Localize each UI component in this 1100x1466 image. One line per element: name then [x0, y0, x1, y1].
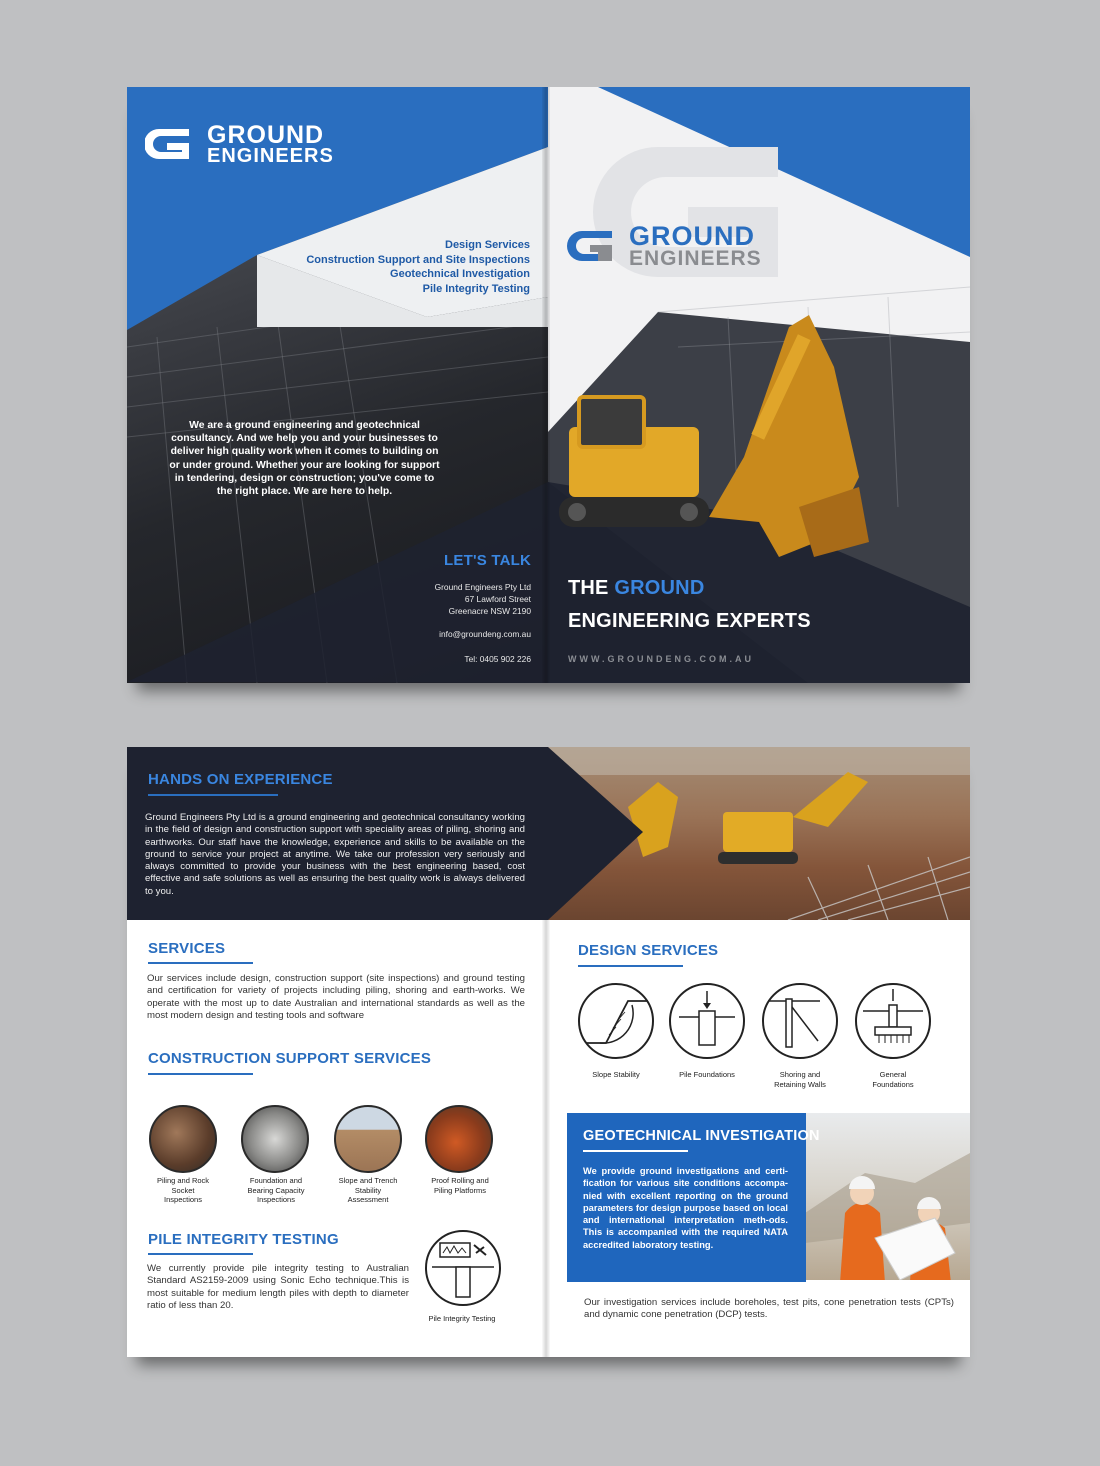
- pile-title-underline: [148, 1253, 253, 1255]
- brochure-cover-spread: [127, 87, 970, 683]
- caption-line: Inspections: [164, 1195, 202, 1204]
- cover-service-item: Geotechnical Investigation: [390, 268, 530, 280]
- caption-line: Foundations: [872, 1079, 914, 1089]
- services-title: SERVICES: [148, 940, 226, 957]
- caption-line: Shoring and: [779, 1070, 821, 1079]
- tagline-ground: GROUND: [614, 577, 705, 599]
- cover-service-item: Pile Integrity Testing: [422, 282, 530, 295]
- hands-on-title-underline: [148, 794, 278, 796]
- design-caption-general: [848, 1070, 938, 1089]
- construction-photo-piling: [149, 1105, 217, 1173]
- caption-line: Inspections: [257, 1195, 295, 1204]
- pile-foundations-icon: [667, 981, 747, 1061]
- design-caption-shoring: [755, 1070, 845, 1089]
- address-line: 67 Lawford Street: [464, 594, 531, 604]
- pile-integrity-icon: [424, 1229, 502, 1307]
- brand-logo-left: [145, 121, 375, 167]
- caption-line: Slope and Trench: [338, 1176, 398, 1185]
- cover-fold-shadow: [542, 87, 550, 683]
- site-photo-details: [548, 747, 970, 920]
- caption-line: Socket: [171, 1185, 195, 1195]
- construction-title: CONSTRUCTION SUPPORT SERVICES: [148, 1050, 432, 1067]
- construction-photo-slope: [334, 1105, 402, 1173]
- pile-title: PILE INTEGRITY TESTING: [148, 1231, 339, 1248]
- inner-fold-shadow: [542, 920, 550, 1357]
- pile-icon-label: Pile Integrity Testing: [428, 1314, 496, 1323]
- caption-line: Bearing Capacity: [247, 1185, 305, 1195]
- design-caption-pile: [662, 1070, 752, 1080]
- brochure-inner-spread: [127, 747, 970, 1357]
- geo-body: We provide ground investigations and certi-fication for various site conditions accompa-nied with excellent reporting on the ground parameters for design purpose based on local and international interpretation meth-ods. This is accompanied with the required NATA accredited laboratory testing.: [583, 1166, 788, 1250]
- brand-name-line1: GROUND: [207, 121, 325, 149]
- address-line: Greenacre NSW 2190: [448, 606, 531, 616]
- caption-line: Foundation and: [249, 1176, 303, 1185]
- design-title-underline: [578, 965, 683, 967]
- caption-line: Piling Platforms: [433, 1185, 487, 1195]
- brand-name-line1: GROUND: [629, 221, 755, 251]
- address-line: Ground Engineers Pty Ltd: [434, 582, 531, 592]
- tagline-the: THE: [568, 577, 609, 599]
- pile-body: We currently provide pile integrity testing to Australian Standard AS2159-2009 using Sonic Echo technique.This is most suitable for medium length piles with depth to diameter ratio of less than 20.: [147, 1263, 409, 1311]
- caption-line: Piling and Rock: [156, 1176, 210, 1185]
- brand-name-line2: ENGINEERS: [207, 145, 334, 167]
- services-title-underline: [148, 962, 253, 964]
- design-title: DESIGN SERVICES: [578, 942, 719, 959]
- construction-photo-rolling: [425, 1105, 493, 1173]
- caption-line: Pile Foundations: [679, 1070, 735, 1079]
- construction-caption-piling: [138, 1176, 228, 1205]
- cover-service-item: Construction Support and Site Inspections: [306, 253, 530, 266]
- contact-email[interactable]: info@groundeng.com.au: [439, 629, 531, 639]
- shoring-walls-icon: [760, 981, 840, 1061]
- cover-tagline: [568, 577, 704, 600]
- cover-services-list: [267, 238, 530, 296]
- geo-title: GEOTECHNICAL INVESTIGATION: [583, 1128, 820, 1144]
- geo-photo-people: [805, 1113, 970, 1280]
- general-foundations-icon: [853, 981, 933, 1061]
- construction-caption-rolling: [415, 1176, 505, 1195]
- construction-caption-foundation: [231, 1176, 321, 1205]
- brand-name-line2: ENGINEERS: [629, 247, 762, 270]
- brand-logo-right: [567, 221, 827, 271]
- slope-stability-icon: [576, 981, 656, 1061]
- cover-service-item: Design Services: [445, 239, 530, 251]
- services-body: Our services include design, construction support (site inspections) and ground testing and certification for variety of projects including piling, shoring and earth-works. We operate with the most up to date Australian and international standards as well as the most modern design and testing tools and software: [147, 973, 525, 1021]
- geo-title-underline: [583, 1150, 688, 1152]
- construction-title-underline: [148, 1073, 253, 1075]
- contact-phone[interactable]: Tel: 0405 902 226: [464, 654, 531, 664]
- caption-line: Slope Stability: [592, 1070, 640, 1079]
- excavator-illustration: [559, 307, 879, 567]
- hands-on-title: HANDS ON EXPERIENCE: [148, 771, 333, 788]
- hands-on-body: Ground Engineers Pty Ltd is a ground engineering and geotechnical consultancy working in the field of design and construction support with speciality areas of piling, shoring and earthworks. Our staff have the knowledge, experience and skills to be available on the ground to service your project at anytime. We take our profession very seriously and always committed to provide your business with the best engineering based, cost effective and safe solutions as well as ensuring the best quality work is always delivered to you.: [145, 812, 525, 897]
- cover-intro-text: We are a ground engineering and geotechnical consultancy. And we help you and your businesses to deliver high quality work when it comes to building on or under ground. Whether your are looking for support in tendering, design or construction; you've come to the right place. We are here to help.: [169, 420, 440, 498]
- construction-caption-slope: [323, 1176, 413, 1205]
- caption-line: Proof Rolling and: [431, 1176, 489, 1185]
- caption-line: General: [879, 1070, 907, 1079]
- brand-g-icon: [145, 121, 195, 167]
- geo-footer: Our investigation services include boreholes, test pits, cone penetration tests (CPTs) and dynamic cone penetration (DCP) tests.: [584, 1297, 954, 1321]
- caption-line: Retaining Walls: [774, 1079, 826, 1089]
- caption-line: Stability: [354, 1185, 382, 1195]
- cover-website[interactable]: WWW.GROUNDENG.COM.AU: [568, 654, 754, 664]
- cover-tagline-line2: ENGINEERING EXPERTS: [568, 610, 811, 632]
- caption-line: Assessment: [347, 1195, 389, 1204]
- lets-talk-heading: LET'S TALK: [444, 552, 531, 569]
- construction-photo-foundation: [241, 1105, 309, 1173]
- design-caption-slope: [571, 1070, 661, 1080]
- contact-address: [367, 581, 531, 617]
- brand-g-icon: [567, 223, 619, 269]
